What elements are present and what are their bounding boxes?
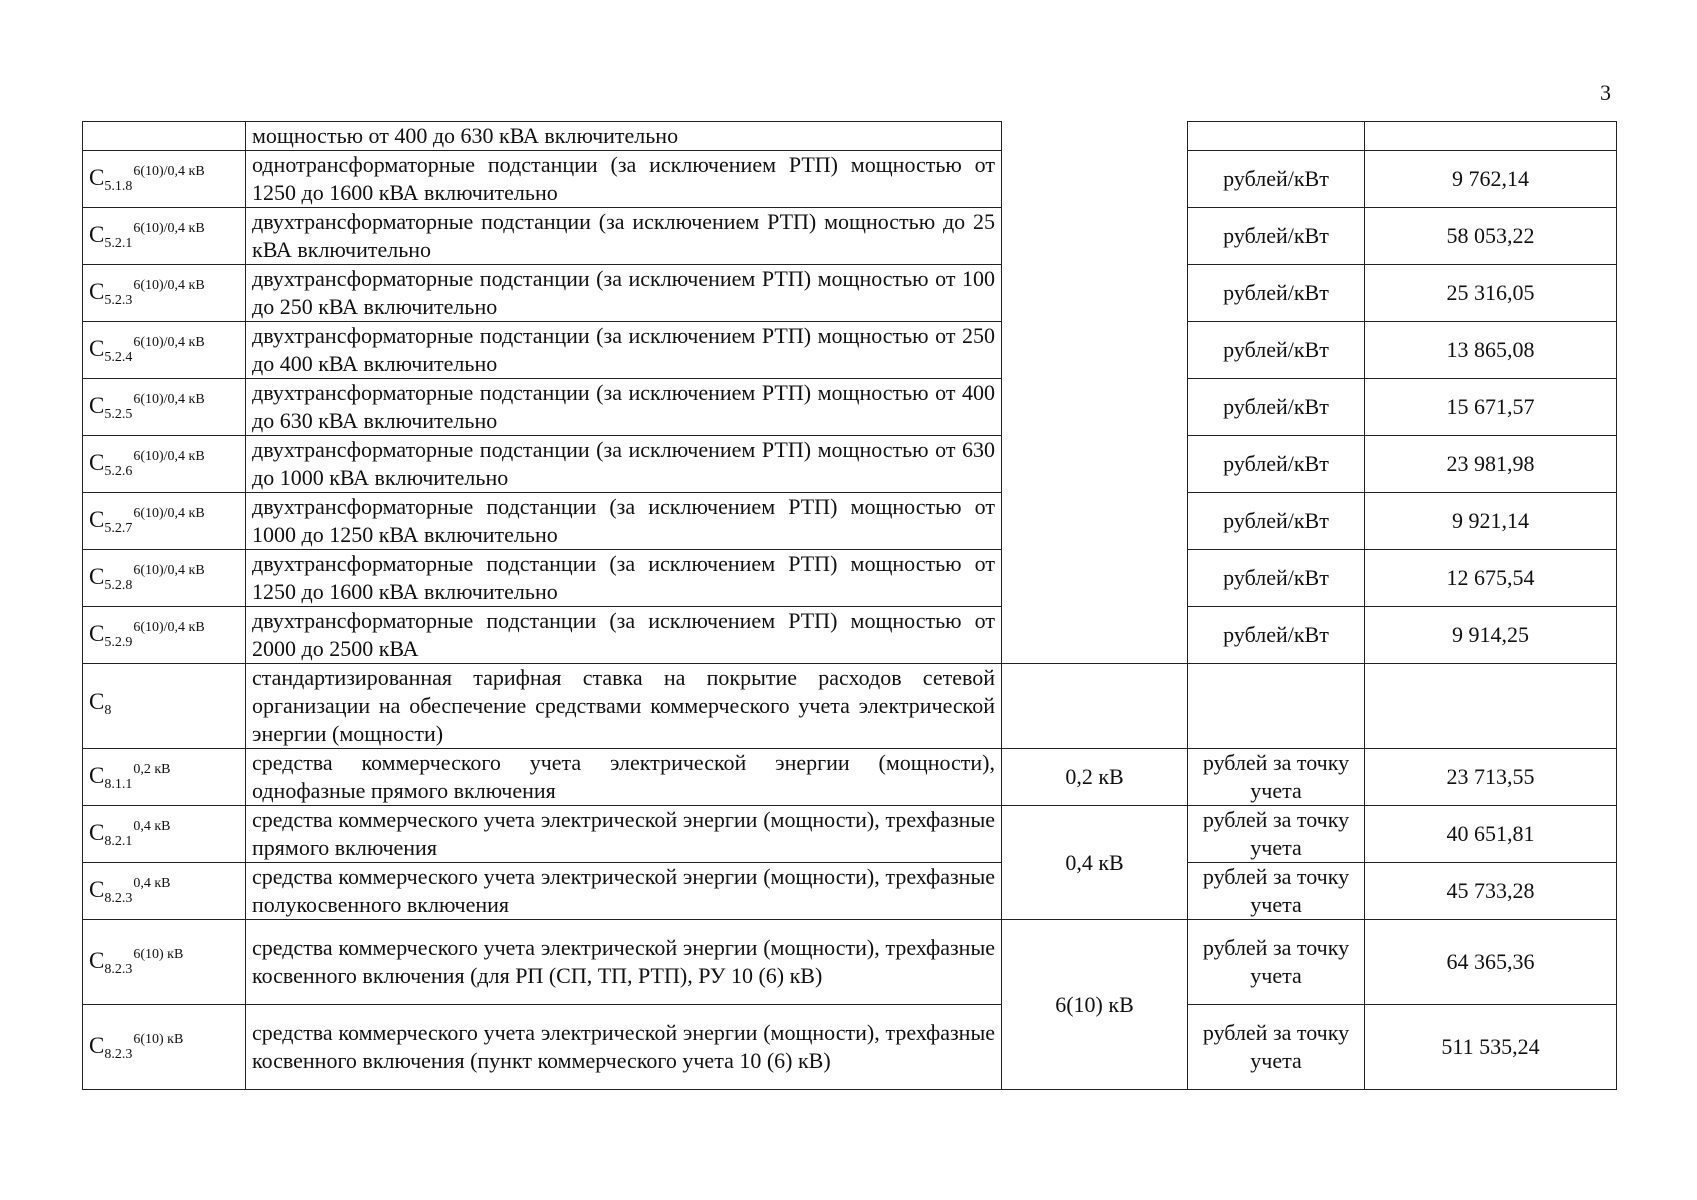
code-cell: [83, 920, 246, 1005]
value-cell: 13 865,08: [1365, 322, 1617, 379]
value-cell: 40 651,81: [1365, 806, 1617, 863]
description-cell: двухтрансформаторные подстанции (за исключением РТП) мощностью от 100 до 250 кВА включительно: [246, 265, 1002, 322]
code-cell: [83, 122, 246, 151]
description-cell: стандартизированная тарифная ставка на покрытие расходов сетевой организации на обеспечение средствами коммерческого учета электрической энергии (мощности): [246, 664, 1002, 749]
value-cell: [1365, 664, 1617, 749]
unit-cell: рублей за точку учета: [1188, 863, 1365, 920]
unit-cell: рублей за точку учета: [1188, 920, 1365, 1005]
value-cell: 9 921,14: [1365, 493, 1617, 550]
description-cell: средства коммерческого учета электрической энергии (мощности), трехфазные прямого включения: [246, 806, 1002, 863]
unit-cell: рублей/кВт: [1188, 436, 1365, 493]
rate-code: $С_{8.2.3}^{0,4 кВ}$: [89, 875, 171, 906]
code-cell: [83, 151, 246, 208]
unit-cell: рублей за точку учета: [1188, 1005, 1365, 1090]
unit-cell: рублей/кВт: [1188, 550, 1365, 607]
table-row: [83, 151, 1617, 208]
value-cell: 9 914,25: [1365, 607, 1617, 664]
value-cell: 64 365,36: [1365, 920, 1617, 1005]
value-cell: 9 762,14: [1365, 151, 1617, 208]
voltage-cell-empty: [1002, 664, 1188, 749]
unit-cell: рублей/кВт: [1188, 151, 1365, 208]
code-cell: [83, 607, 246, 664]
description-cell: мощностью от 400 до 630 кВА включительно: [246, 122, 1002, 151]
unit-cell: рублей за точку учета: [1188, 806, 1365, 863]
rate-code: $С_{5.2.6}^{6(10)/0,4 кВ}$: [89, 448, 205, 479]
rate-code: $С_{5.2.7}^{6(10)/0,4 кВ}$: [89, 505, 205, 536]
value-cell: 23 981,98: [1365, 436, 1617, 493]
table-row: [83, 493, 1617, 550]
table-row: [83, 322, 1617, 379]
value-cell: 25 316,05: [1365, 265, 1617, 322]
rate-code: $С_{5.2.3}^{6(10)/0,4 кВ}$: [89, 277, 205, 308]
description-cell: средства коммерческого учета электрической энергии (мощности), однофазные прямого включения: [246, 749, 1002, 806]
unit-cell: рублей/кВт: [1188, 379, 1365, 436]
description-cell: двухтрансформаторные подстанции (за исключением РТП) мощностью от 400 до 630 кВА включительно: [246, 379, 1002, 436]
tariff-table: [82, 121, 1617, 1090]
description-cell: средства коммерческого учета электрической энергии (мощности), трехфазные косвенного включения (пункт коммерческого учета 10 (6) кВ): [246, 1005, 1002, 1090]
voltage-cell-empty: [1002, 122, 1188, 664]
table-row: [83, 265, 1617, 322]
rate-code: $С_{8.1.1}^{0,2 кВ}$: [89, 761, 171, 792]
unit-cell: [1188, 122, 1365, 151]
unit-cell: [1188, 664, 1365, 749]
table-row: [83, 550, 1617, 607]
rate-code: $С_{8.2.3}^{6(10) кВ}$: [89, 1031, 184, 1062]
table-row: [83, 436, 1617, 493]
description-cell: двухтрансформаторные подстанции (за исключением РТП) мощностью от 2000 до 2500 кВА: [246, 607, 1002, 664]
table-row: [83, 607, 1617, 664]
value-cell: [1365, 122, 1617, 151]
value-cell: 23 713,55: [1365, 749, 1617, 806]
code-cell: [83, 493, 246, 550]
table-row: [83, 122, 1617, 151]
description-cell: двухтрансформаторные подстанции (за исключением РТП) мощностью от 630 до 1000 кВА включительно: [246, 436, 1002, 493]
table-row: [83, 1005, 1617, 1090]
table-row: [83, 664, 1617, 749]
unit-cell: рублей/кВт: [1188, 265, 1365, 322]
rate-code: $С_{5.2.8}^{6(10)/0,4 кВ}$: [89, 562, 205, 593]
table-row: [83, 749, 1617, 806]
code-cell: [83, 664, 246, 749]
value-cell: 511 535,24: [1365, 1005, 1617, 1090]
code-cell: [83, 550, 246, 607]
value-cell: 58 053,22: [1365, 208, 1617, 265]
code-cell: [83, 749, 246, 806]
description-cell: средства коммерческого учета электрической энергии (мощности), трехфазные косвенного включения (для РП (СП, ТП, РТП), РУ 10 (6) кВ): [246, 920, 1002, 1005]
rate-code: $С_{5.1.8}^{6(10)/0,4 кВ}$: [89, 163, 205, 194]
code-cell: [83, 806, 246, 863]
unit-cell: рублей/кВт: [1188, 322, 1365, 379]
rate-code: $С_{5.2.9}^{6(10)/0,4 кВ}$: [89, 619, 205, 650]
voltage-cell: 0,2 кВ: [1002, 749, 1188, 806]
code-cell: [83, 863, 246, 920]
rate-code: $С_8$: [89, 688, 112, 718]
table-row: [83, 208, 1617, 265]
description-cell: двухтрансформаторные подстанции (за исключением РТП) мощностью от 1000 до 1250 кВА включительно: [246, 493, 1002, 550]
table-row: [83, 920, 1617, 1005]
table-row: [83, 806, 1617, 863]
page-number: 3: [1600, 80, 1611, 105]
value-cell: 15 671,57: [1365, 379, 1617, 436]
voltage-cell: 0,4 кВ: [1002, 806, 1188, 920]
code-cell: [83, 1005, 246, 1090]
description-cell: двухтрансформаторные подстанции (за исключением РТП) мощностью от 1250 до 1600 кВА включительно: [246, 550, 1002, 607]
description-cell: однотрансформаторные подстанции (за исключением РТП) мощностью от 1250 до 1600 кВА включительно: [246, 151, 1002, 208]
code-cell: [83, 208, 246, 265]
rate-code: $С_{5.2.4}^{6(10)/0,4 кВ}$: [89, 334, 205, 365]
table-row: [83, 379, 1617, 436]
rate-code: $С_{8.2.3}^{6(10) кВ}$: [89, 946, 184, 977]
table-row: [83, 863, 1617, 920]
value-cell: 45 733,28: [1365, 863, 1617, 920]
description-cell: двухтрансформаторные подстанции (за исключением РТП) мощностью от 250 до 400 кВА включительно: [246, 322, 1002, 379]
unit-cell: рублей/кВт: [1188, 208, 1365, 265]
code-cell: [83, 265, 246, 322]
value-cell: 12 675,54: [1365, 550, 1617, 607]
unit-cell: рублей/кВт: [1188, 493, 1365, 550]
voltage-cell: 6(10) кВ: [1002, 920, 1188, 1090]
code-cell: [83, 436, 246, 493]
description-cell: средства коммерческого учета электрической энергии (мощности), трехфазные полукосвенного включения: [246, 863, 1002, 920]
rate-code: $С_{8.2.1}^{0,4 кВ}$: [89, 818, 171, 849]
unit-cell: рублей за точку учета: [1188, 749, 1365, 806]
description-cell: двухтрансформаторные подстанции (за исключением РТП) мощностью до 25 кВА включительно: [246, 208, 1002, 265]
code-cell: [83, 322, 246, 379]
unit-cell: рублей/кВт: [1188, 607, 1365, 664]
rate-code: $С_{5.2.1}^{6(10)/0,4 кВ}$: [89, 220, 205, 251]
rate-code: $С_{5.2.5}^{6(10)/0,4 кВ}$: [89, 391, 205, 422]
code-cell: [83, 379, 246, 436]
